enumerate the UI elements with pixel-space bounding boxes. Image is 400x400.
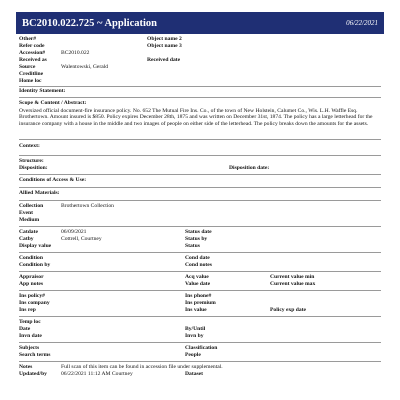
ins-rep-label: Ins rep bbox=[19, 306, 36, 313]
catdate-value: 06/09/2021 bbox=[61, 228, 87, 235]
condition-by-label: Condition by bbox=[19, 261, 51, 268]
catby-label: Catby bbox=[19, 235, 34, 242]
ins-premium-label: Ins premium bbox=[185, 299, 216, 306]
status-label: Status bbox=[185, 242, 200, 249]
divider bbox=[19, 361, 381, 362]
ins-company-label: Ins company bbox=[19, 299, 50, 306]
title-bar bbox=[16, 12, 384, 34]
cond-date-label: Cond date bbox=[185, 254, 210, 261]
refer-code-label: Refer code bbox=[19, 43, 45, 49]
acq-value-label: Acq value bbox=[185, 273, 209, 280]
divider bbox=[19, 97, 381, 98]
ins-phone-label: Ins phone# bbox=[185, 292, 212, 299]
disposition-date-label: Disposition date: bbox=[229, 164, 270, 171]
divider bbox=[19, 290, 381, 291]
page-title: BC2010.022.725 ~ Application bbox=[22, 17, 157, 29]
cond-notes-label: Cond notes bbox=[185, 261, 212, 268]
received-as-label: Received as bbox=[19, 57, 47, 63]
scope-content-text: Oversized official document-fire insurance policy. No. 652 The Mutual Fire Ins. Co., of the town of New Holstein, Calumet Co., Wis. L.H. Waffle Esq. Brothertown. Amount insured is $850. Policy expires December 28th, 1875 and was written on December 31st, 1874. The policy has a large letterhead for the insurance company with a house in the middle and two images of people on either side of the letterhead. The policy breaks down the amounts for the assets. bbox=[19, 107, 373, 128]
divider bbox=[19, 200, 381, 201]
event-label: Event bbox=[19, 209, 33, 216]
policy-exp-date-label: Policy exp date bbox=[270, 306, 307, 313]
divider bbox=[19, 174, 381, 175]
conditions-access-label: Conditions of Access & Use: bbox=[19, 176, 87, 183]
catdate-label: Catdate bbox=[19, 228, 38, 235]
invn-date-label: Invn date bbox=[19, 332, 42, 339]
divider bbox=[19, 342, 381, 343]
accession-value: BC2010.022 bbox=[61, 50, 90, 56]
notes-value: Full scan of this item can be found in accession file under supplemental. bbox=[61, 363, 223, 370]
disposition-label: Disposition: bbox=[19, 164, 48, 171]
catby-value: Cottrell, Courtney bbox=[61, 235, 102, 242]
other-label: Other# bbox=[19, 36, 37, 42]
appraisor-label: Appraisor bbox=[19, 273, 44, 280]
people-label: People bbox=[185, 351, 201, 358]
allied-materials-label: Allied Materials: bbox=[19, 189, 60, 196]
updated-by-label: Updated/by bbox=[19, 370, 47, 377]
divider bbox=[19, 155, 381, 156]
temp-loc-label: Temp loc bbox=[19, 318, 41, 325]
source-value: Walentowski, Gerald bbox=[61, 64, 109, 70]
date-label: Date bbox=[19, 325, 31, 332]
divider bbox=[19, 316, 381, 317]
creditline-label: Creditline bbox=[19, 71, 44, 77]
current-value-min-label: Current value min bbox=[270, 273, 315, 280]
home-loc-label: Home loc bbox=[19, 78, 42, 84]
dataset-label: Dataset bbox=[185, 370, 204, 377]
search-terms-label: Search terms bbox=[19, 351, 51, 358]
updated-by-value: 06/22/2021 11:12 AM Courtney bbox=[61, 370, 133, 377]
structure-label: Structure: bbox=[19, 157, 44, 164]
received-date-label: Received date bbox=[147, 57, 181, 63]
display-value-label: Display value bbox=[19, 242, 52, 249]
divider bbox=[19, 226, 381, 227]
divider bbox=[19, 86, 381, 87]
status-by-label: Status by bbox=[185, 235, 208, 242]
divider bbox=[19, 252, 381, 253]
current-value-max-label: Current value max bbox=[270, 280, 316, 287]
divider bbox=[19, 187, 381, 188]
subjects-label: Subjects bbox=[19, 344, 40, 351]
collection-value: Brothertown Collection bbox=[61, 202, 114, 209]
identity-statement-label: Identity Statement: bbox=[19, 88, 66, 94]
divider bbox=[19, 271, 381, 272]
context-label: Context: bbox=[19, 142, 40, 149]
scope-content-label: Scope & Content / Abstract: bbox=[19, 100, 87, 106]
scope-section bbox=[19, 100, 381, 128]
medium-label: Medium bbox=[19, 216, 40, 223]
record-content bbox=[19, 36, 381, 378]
divider bbox=[19, 139, 381, 140]
classification-label: Classification bbox=[185, 344, 218, 351]
app-notes-label: App notes bbox=[19, 280, 44, 287]
ins-policy-label: Ins policy# bbox=[19, 292, 45, 299]
header-date: 06/22/2021 bbox=[346, 19, 378, 27]
source-label: Source bbox=[19, 64, 36, 70]
accession-label: Accession# bbox=[19, 50, 46, 56]
ins-value-label: Ins value bbox=[185, 306, 207, 313]
object-name-2-label: Object name 2 bbox=[147, 36, 182, 42]
by-until-label: By/Until bbox=[185, 325, 206, 332]
object-name-3-label: Object name 3 bbox=[147, 43, 182, 49]
condition-label: Condition bbox=[19, 254, 43, 261]
invn-by-label: Invn by bbox=[185, 332, 204, 339]
collection-label: Collection bbox=[19, 202, 44, 209]
value-date-label: Value date bbox=[185, 280, 211, 287]
status-date-label: Status date bbox=[185, 228, 212, 235]
notes-label: Notes bbox=[19, 363, 33, 370]
